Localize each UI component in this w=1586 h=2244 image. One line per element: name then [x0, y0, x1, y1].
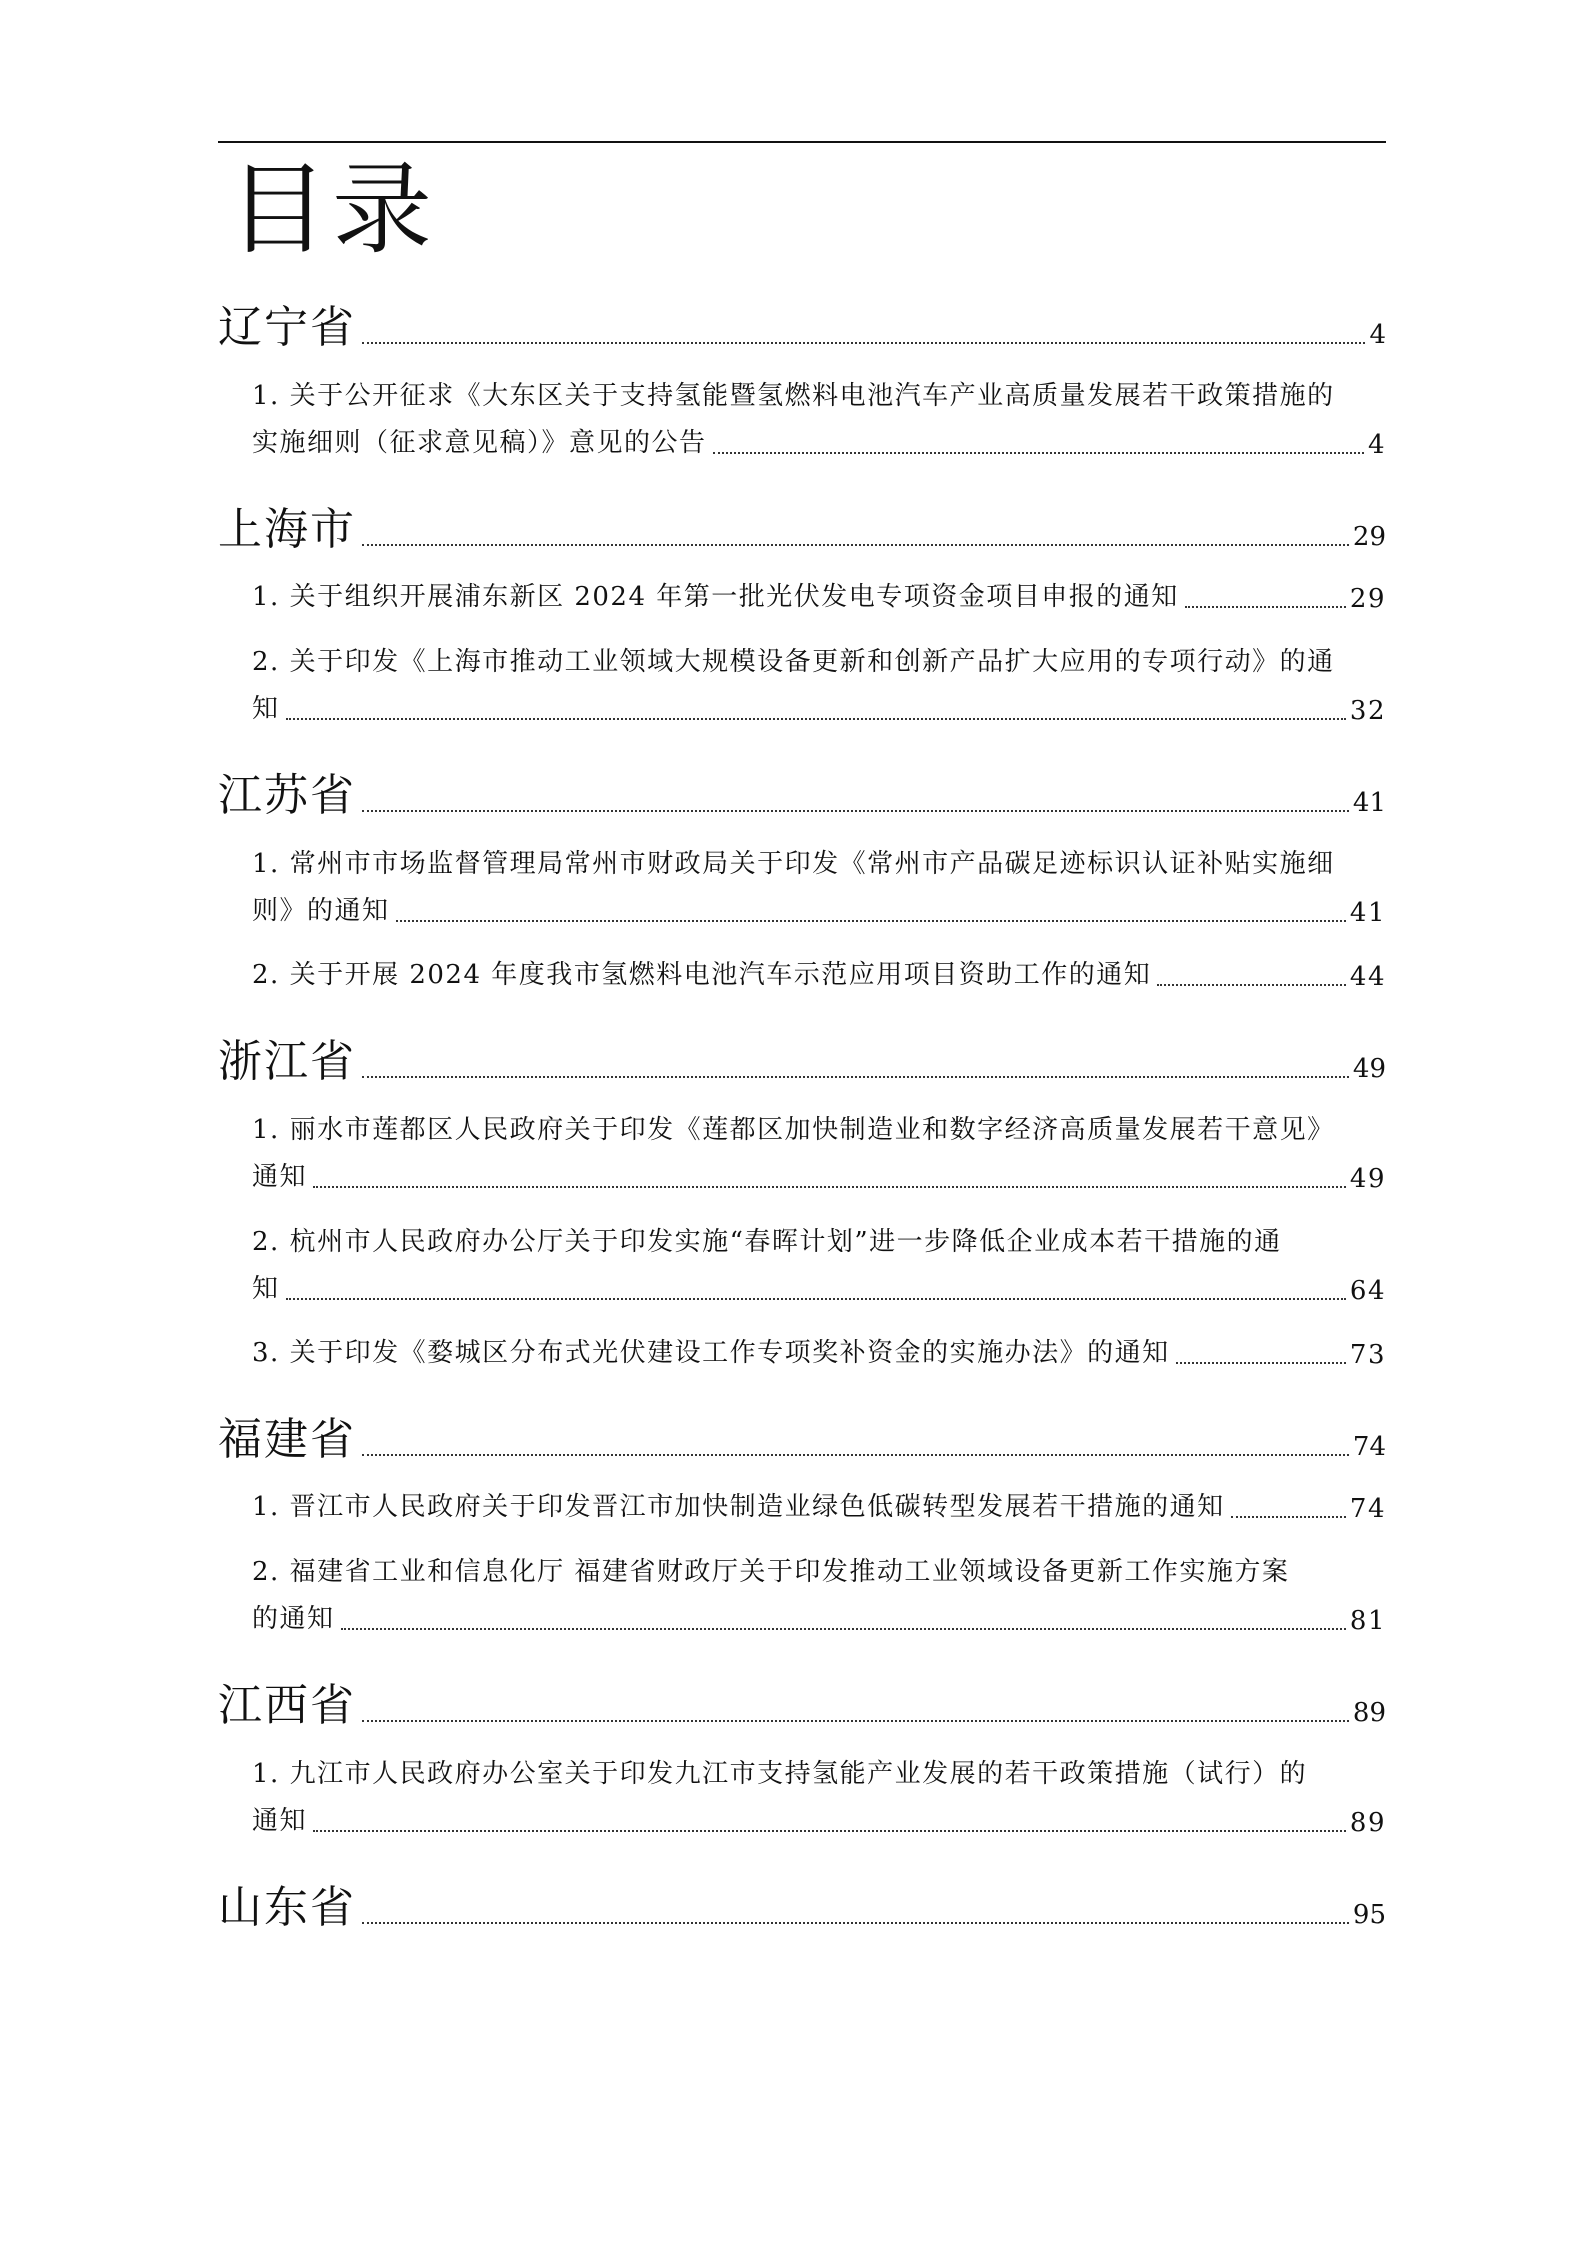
dot-leader [286, 718, 1346, 720]
dot-leader [362, 1076, 1349, 1078]
dot-leader [362, 1454, 1349, 1456]
toc-section [218, 1402, 1386, 1642]
entry-text-line: 实施细则（征求意见稿）》意见的公告 [252, 428, 707, 458]
entry-text-line: 2. 关于印发《上海市推动工业领域大规模设备更新和创新产品扩大应用的专项行动》的通 [252, 647, 1335, 677]
page-number: 41 [1352, 788, 1386, 818]
toc-section-heading[interactable] [218, 1870, 1386, 1933]
entry-text-line: 1. 丽水市莲都区人民政府关于印发《莲都区加快制造业和数字经济高质量发展若干意见》 [252, 1115, 1335, 1145]
toc-title: 目录 [228, 151, 436, 268]
page-number: 41 [1349, 898, 1386, 928]
dot-leader [1176, 1362, 1346, 1364]
dot-leader [362, 1922, 1349, 1924]
page-number: 89 [1349, 1808, 1386, 1838]
entry-text-line: 1. 晋江市人民政府关于印发晋江市加快制造业绿色低碳转型发展若干措施的通知 [252, 1492, 1225, 1522]
dot-leader [1231, 1516, 1346, 1518]
toc-entry[interactable] [252, 638, 1386, 732]
section-title: 江西省 [218, 1680, 356, 1731]
toc-entry[interactable] [252, 952, 1386, 998]
toc-entry[interactable] [252, 840, 1386, 934]
dot-leader [362, 810, 1349, 812]
entry-text-line: 2. 杭州市人民政府办公厅关于印发实施“春晖计划”进一步降低企业成本若干措施的通 [252, 1227, 1282, 1257]
page-number: 29 [1349, 584, 1386, 614]
section-title: 浙江省 [218, 1036, 356, 1087]
page-number: 74 [1349, 1494, 1386, 1524]
entry-text-line: 1. 九江市人民政府办公室关于印发九江市支持氢能产业发展的若干政策措施（试行）的 [252, 1759, 1308, 1789]
section-title: 上海市 [218, 504, 356, 555]
section-title: 江苏省 [218, 770, 356, 821]
page-number: 64 [1349, 1276, 1386, 1306]
entry-text-line: 知 [252, 694, 280, 724]
toc-section [218, 290, 1386, 466]
entry-text-line: 2. 关于开展 2024 年度我市氢燃料电池汽车示范应用项目资助工作的通知 [252, 960, 1152, 990]
section-title: 山东省 [218, 1882, 356, 1933]
toc-entry[interactable] [252, 372, 1386, 466]
toc-section-heading[interactable] [218, 1024, 1386, 1087]
entry-text-line: 通知 [252, 1806, 308, 1836]
toc-entry[interactable] [252, 1484, 1386, 1530]
page-number: 29 [1352, 522, 1386, 552]
page-number: 73 [1349, 1340, 1386, 1370]
table-of-contents [218, 290, 1386, 1952]
toc-entry[interactable] [252, 1330, 1386, 1376]
dot-leader [313, 1186, 1346, 1188]
dot-leader [362, 342, 1365, 344]
toc-section [218, 1024, 1386, 1376]
toc-entry[interactable] [252, 1218, 1386, 1312]
entry-text-line: 1. 关于组织开展浦东新区 2024 年第一批光伏发电专项资金项目申报的通知 [252, 582, 1179, 612]
dot-leader [1185, 606, 1346, 608]
dot-leader [396, 920, 1346, 922]
toc-section [218, 1870, 1386, 1933]
page-number: 89 [1352, 1698, 1386, 1728]
toc-section-heading[interactable] [218, 290, 1386, 353]
entry-text-line: 3. 关于印发《婺城区分布式光伏建设工作专项奖补资金的实施办法》的通知 [252, 1338, 1170, 1368]
toc-entry[interactable] [252, 1750, 1386, 1844]
dot-leader [713, 452, 1364, 454]
toc-entry[interactable] [252, 1548, 1386, 1642]
entry-text-line: 则》的通知 [252, 896, 390, 926]
entry-text-line: 2. 福建省工业和信息化厅 福建省财政厅关于印发推动工业领域设备更新工作实施方案 [252, 1557, 1290, 1587]
page-number: 32 [1349, 696, 1386, 726]
toc-section-heading[interactable] [218, 1402, 1386, 1465]
toc-section-heading[interactable] [218, 1668, 1386, 1731]
page-number: 81 [1349, 1606, 1386, 1636]
page-number: 44 [1349, 962, 1386, 992]
header-rule [218, 141, 1386, 143]
toc-section [218, 758, 1386, 998]
dot-leader [313, 1830, 1346, 1832]
page-number: 49 [1352, 1054, 1386, 1084]
page-number: 95 [1352, 1900, 1386, 1930]
entry-text-line: 的通知 [252, 1604, 335, 1634]
section-title: 福建省 [218, 1414, 356, 1465]
toc-section [218, 492, 1386, 732]
dot-leader [341, 1628, 1346, 1630]
toc-entry[interactable] [252, 1106, 1386, 1200]
toc-entry[interactable] [252, 574, 1386, 620]
toc-section-heading[interactable] [218, 758, 1386, 821]
dot-leader [1157, 984, 1346, 986]
page-number: 4 [1369, 320, 1386, 350]
entry-text-line: 通知 [252, 1162, 308, 1192]
dot-leader [362, 544, 1349, 546]
page-number: 4 [1367, 430, 1386, 460]
page-number: 49 [1349, 1164, 1386, 1194]
toc-section-heading[interactable] [218, 492, 1386, 555]
dot-leader [362, 1720, 1349, 1722]
page-number: 74 [1352, 1432, 1386, 1462]
entry-text-line: 1. 关于公开征求《大东区关于支持氢能暨氢燃料电池汽车产业高质量发展若干政策措施的 [252, 381, 1335, 411]
entry-text-line: 知 [252, 1274, 280, 1304]
dot-leader [286, 1298, 1346, 1300]
toc-section [218, 1668, 1386, 1844]
section-title: 辽宁省 [218, 302, 356, 353]
entry-text-line: 1. 常州市市场监督管理局常州市财政局关于印发《常州市产品碳足迹标识认证补贴实施细 [252, 849, 1335, 879]
